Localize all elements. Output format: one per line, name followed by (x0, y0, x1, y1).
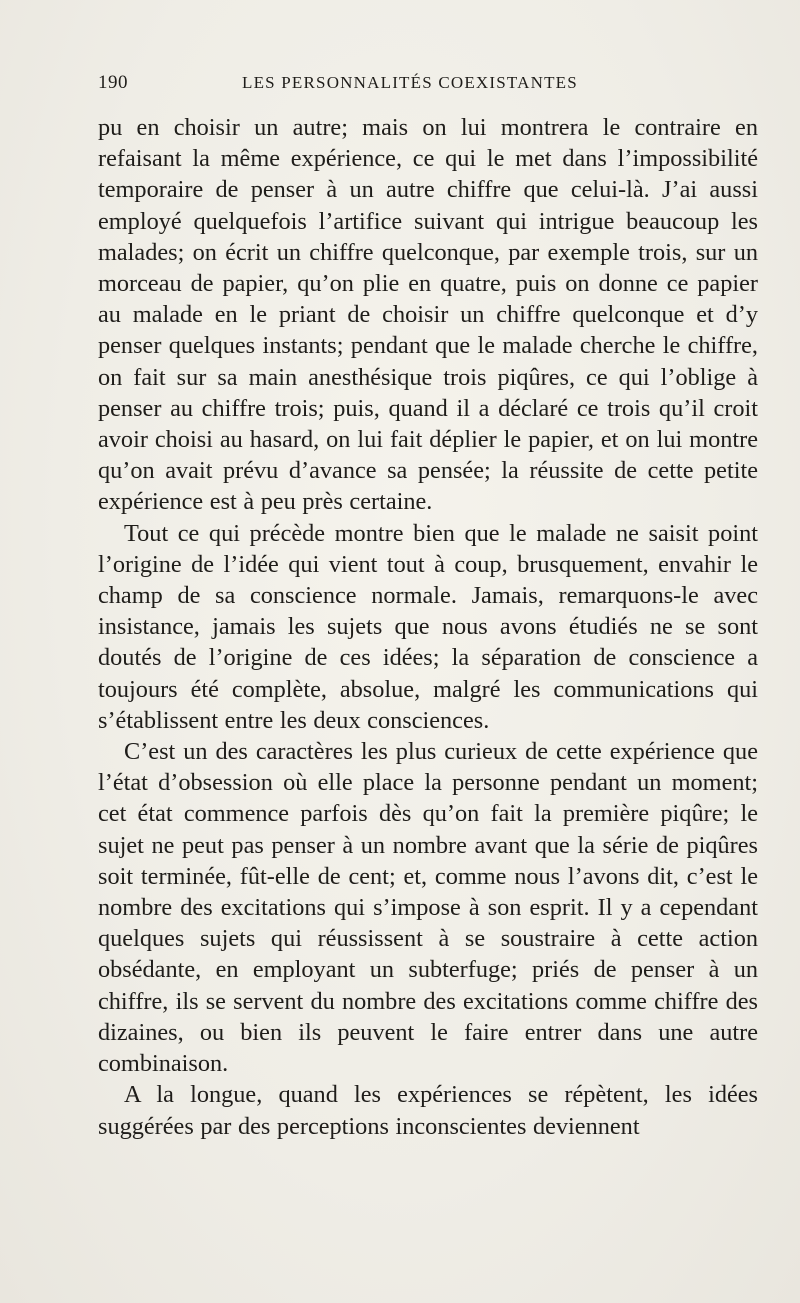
body-text (98, 112, 758, 1142)
running-head (98, 72, 758, 112)
paragraph-obsession: C’est un des caractères les plus curieux de cette expérience que l’état d’obsession où elle place la personne pendant un moment; cet état commence parfois dès qu’on fait la première piqûre; le sujet ne peut pas penser à un nombre avant que la série de piqûres soit terminée, fût-elle de cent; et, comme nous l’avons dit, c’est le nombre des excitations qui s’impose à son esprit. Il y a cependant quelques sujets qui réussissent à se soustraire à cette action obsédante, en employant un subterfuge; priés de penser à un chiffre, ils se servent du nombre des excitations comme chiffre des dizaines, ou bien ils peuvent le faire entrer dans une autre combinaison. (98, 738, 758, 1078)
paragraph-continuation: pu en choisir un autre; mais on lui montrera le contraire en refaisant la même expérience, ce qui le met dans l’impossibilité temporaire de penser à un autre chiffre que celui-là. J’ai aussi employé quelquefois l’artifice suivant qui intrigue beaucoup les malades; on écrit un chiffre quelconque, par exemple trois, sur un morceau de papier, qu’on plie en quatre, puis on donne ce papier au malade en le priant de choisir un chiffre quelconque et d’y penser quelques instants; pendant que le malade cherche le chiffre, on fait sur sa main anesthésique trois piqûres, ce qui l’oblige à penser au chiffre trois; puis, quand il a déclaré ce trois qu’il croit avoir choisi au hasard, on lui fait déplier le papier, et on lui montre qu’on avait prévu d’avance sa pensée; la réussite de cette petite expérience est à peu près certaine. (98, 114, 758, 516)
paragraph-origin-idea: Tout ce qui précède montre bien que le malade ne saisit point l’origine de l’idée qui vient tout à coup, brusquement, envahir le champ de sa conscience normale. Jamais, remarquons-le avec insistance, jamais les sujets que nous avons étudiés ne se sont doutés de l’origine de ces idées; la séparation de conscience a toujours été complète, absolue, malgré les communications qui s’établissent entre les deux consciences. (98, 519, 758, 734)
running-title: LES PERSONNALITÉS COEXISTANTES (242, 73, 578, 92)
paragraph-repetition: A la longue, quand les expériences se répètent, les idées suggérées par des perceptions inconscientes deviennent (98, 1081, 758, 1140)
page-number: 190 (98, 72, 128, 93)
